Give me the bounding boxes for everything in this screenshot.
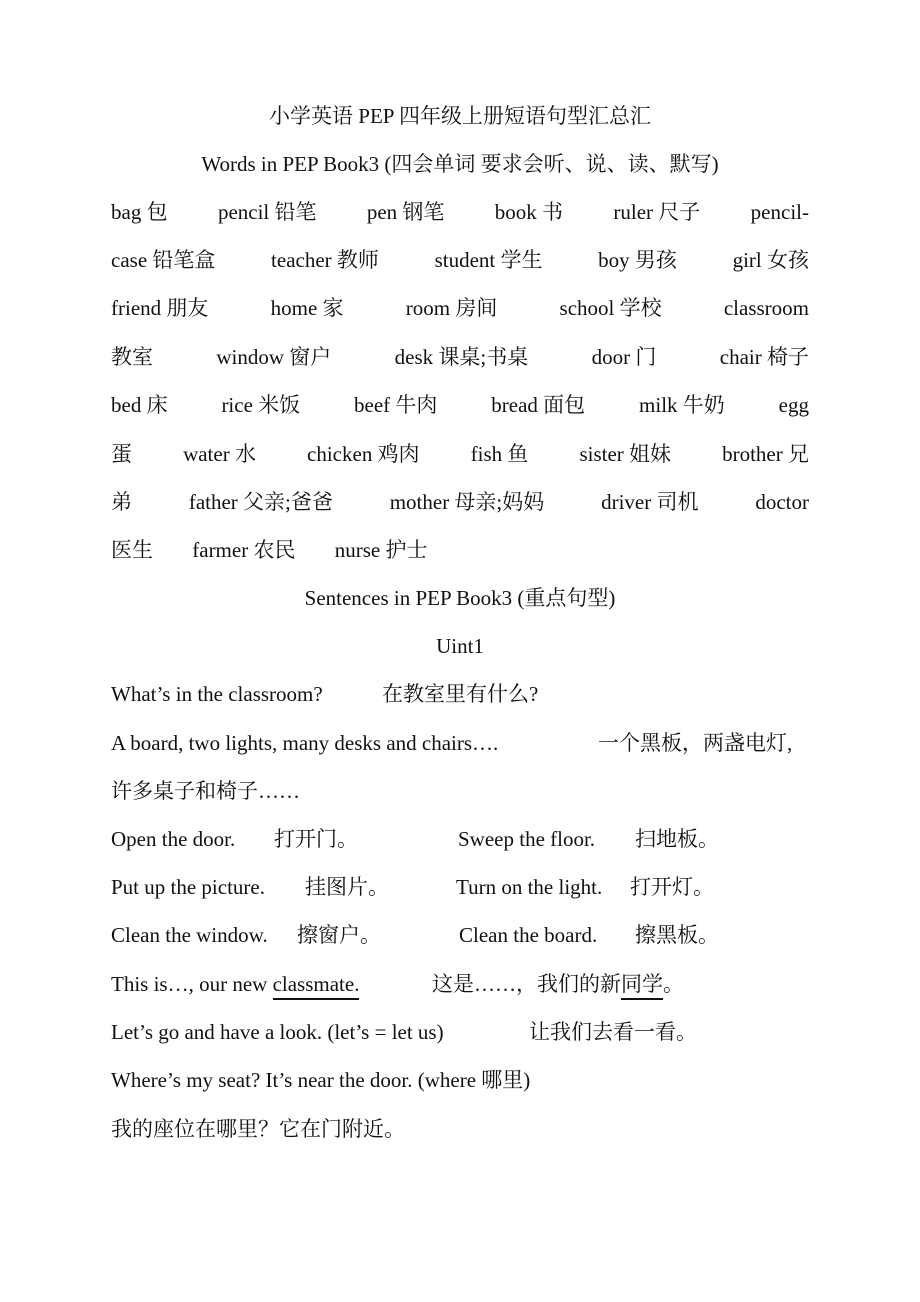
- word-item: egg: [778, 393, 809, 417]
- document-title: 小学英语 PEP 四年级上册短语句型汇总汇: [269, 104, 651, 128]
- word-item: farmer 农民: [192, 538, 296, 562]
- word-item: chicken 鸡肉: [307, 442, 420, 466]
- word-item: 蛋: [111, 442, 132, 466]
- word-item: door 门: [591, 345, 657, 369]
- word-item: bag 包: [111, 200, 168, 224]
- command-zh: 擦窗户。: [297, 923, 381, 947]
- word-item: window 窗户: [216, 345, 332, 369]
- word-item: home 家: [270, 296, 344, 320]
- sentences-heading: Sentences in PEP Book3 (重点句型): [304, 586, 616, 610]
- word-item: case 铅笔盒: [111, 248, 216, 272]
- word-item: boy 男孩: [598, 248, 677, 272]
- command-zh: 打开灯。: [630, 875, 714, 899]
- word-item: water 水: [183, 442, 256, 466]
- word-item: teacher 教师: [271, 248, 379, 272]
- word-item: 教室: [111, 345, 153, 369]
- word-line-4: [111, 343, 809, 371]
- sentence-continuation: 许多桌子和椅子……: [111, 779, 300, 803]
- sentence-zh: [432, 970, 684, 998]
- sentence-zh: 一个黑板，两盏电灯,: [598, 731, 793, 755]
- word-item: milk 牛奶: [639, 393, 725, 417]
- word-item: chair 椅子: [719, 345, 809, 369]
- word-item: friend 朋友: [111, 296, 209, 320]
- word-item: 弟: [111, 490, 132, 514]
- sentence-zh: 让我们去看一看。: [529, 1020, 697, 1044]
- sentence-zh-line: 我的座位在哪里？它在门附近。: [111, 1117, 405, 1141]
- sentence-en: Where’s my seat? It’s near the door. (where 哪里): [111, 1068, 531, 1092]
- word-item: sister 姐妹: [579, 442, 672, 466]
- word-item: nurse 护士: [334, 538, 428, 562]
- word-item: room 房间: [405, 296, 498, 320]
- command-zh: 打开门。: [274, 827, 358, 851]
- word-item: father 父亲;爸爸: [188, 490, 333, 514]
- sentence-en-prefix: This is…, our new: [111, 972, 273, 996]
- word-item: girl 女孩: [732, 248, 809, 272]
- word-item: pen 钢笔: [366, 200, 445, 224]
- underlined-word: classmate.: [273, 972, 360, 1000]
- command-zh: 擦黑板。: [635, 923, 719, 947]
- command-en: Clean the window.: [111, 923, 268, 947]
- word-line-3: [111, 294, 809, 322]
- word-line-8: [111, 536, 809, 564]
- word-item: beef 牛肉: [354, 393, 438, 417]
- word-line-7: [111, 488, 809, 516]
- sentence-en: [111, 970, 359, 998]
- word-line-5: [111, 391, 809, 419]
- word-item: student 学生: [434, 248, 543, 272]
- command-en: Open the door.: [111, 827, 236, 851]
- sentence-zh-prefix: 这是……，我们的新: [432, 972, 621, 996]
- word-item: ruler 尺子: [613, 200, 701, 224]
- word-item: bread 面包: [491, 393, 586, 417]
- command-zh: 扫地板。: [635, 827, 719, 851]
- command-en: Clean the board.: [459, 923, 598, 947]
- command-zh: 挂图片。: [305, 875, 389, 899]
- sentence-zh-suffix: 。: [663, 972, 684, 996]
- word-line-6: [111, 440, 809, 468]
- word-item: mother 母亲;妈妈: [389, 490, 545, 514]
- sentence-en: A board, two lights, many desks and chairs….: [111, 731, 499, 755]
- word-item: pencil-: [750, 200, 809, 224]
- word-item: 医生: [111, 538, 153, 562]
- word-item: fish 鱼: [470, 442, 529, 466]
- word-line-2: [111, 246, 809, 274]
- word-item: book 书: [494, 200, 564, 224]
- word-item: pencil 铅笔: [217, 200, 317, 224]
- word-item: desk 课桌;书桌: [394, 345, 529, 369]
- underlined-word: 同学: [621, 972, 663, 1000]
- word-item: school 学校: [559, 296, 662, 320]
- command-en: Turn on the light.: [456, 875, 603, 899]
- word-item: rice 米饭: [221, 393, 301, 417]
- words-heading: Words in PEP Book3 (四会单词 要求会听、说、读、默写): [201, 152, 719, 176]
- word-line-1: [111, 198, 809, 226]
- word-item: classroom: [723, 296, 809, 320]
- sentence-en: Let’s go and have a look. (let’s = let us): [111, 1020, 444, 1044]
- word-item: driver 司机: [601, 490, 699, 514]
- sentence-zh: 在教室里有什么?: [382, 682, 539, 706]
- word-item: doctor: [755, 490, 809, 514]
- command-en: Put up the picture.: [111, 875, 265, 899]
- word-item: brother 兄: [722, 442, 809, 466]
- word-item: bed 床: [111, 393, 168, 417]
- command-en: Sweep the floor.: [458, 827, 596, 851]
- sentence-en: What’s in the classroom?: [111, 682, 323, 706]
- unit-heading: Uint1: [436, 634, 484, 658]
